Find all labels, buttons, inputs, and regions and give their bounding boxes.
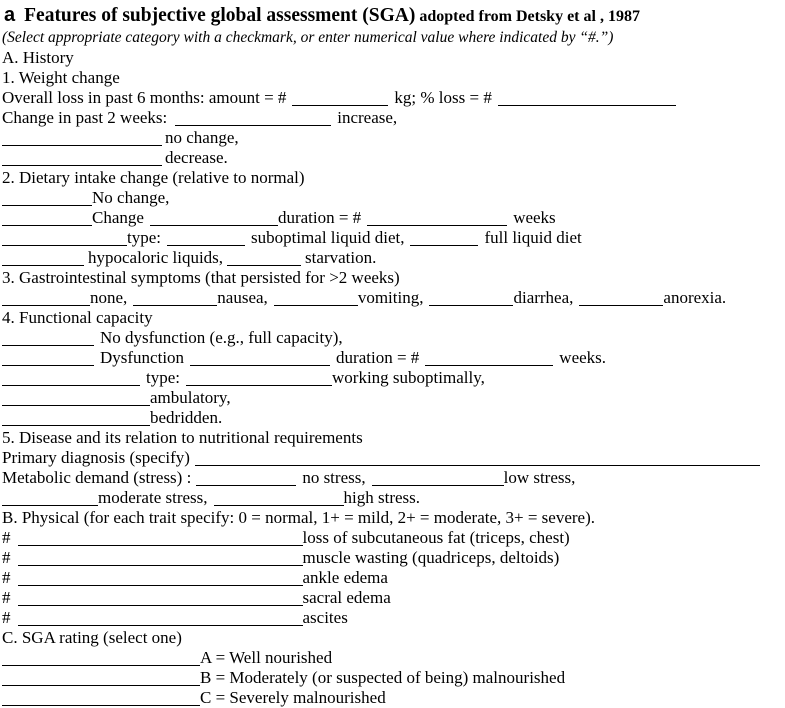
stress-none-blank[interactable] <box>196 471 296 486</box>
weight-decrease-label: decrease. <box>165 148 228 167</box>
stress-high-blank[interactable] <box>214 491 344 506</box>
figure-label: a <box>4 4 16 26</box>
stress-none-label: no stress, <box>302 468 366 487</box>
disease-heading: 5. Disease and its relation to nutritional requirements <box>2 428 363 447</box>
dietary-no-change-label: No change, <box>92 188 170 207</box>
physical-fat-label: loss of subcutaneous fat (triceps, chest) <box>302 528 570 547</box>
dietary-type-indent-blank[interactable] <box>2 231 127 246</box>
sga-rating-c-label: C = Severely malnourished <box>200 688 386 707</box>
physical-sacral-row <box>2 588 785 608</box>
dietary-hypocaloric-label: hypocaloric liquids, <box>88 248 224 267</box>
physical-ankle-row <box>2 568 785 588</box>
weight-overall-label-b: kg; % loss = # <box>394 88 492 107</box>
func-working-suboptimally-label: working suboptimally, <box>332 368 485 387</box>
physical-ascites-blank[interactable] <box>18 611 303 626</box>
dietary-type-row <box>2 228 785 248</box>
gi-nausea-blank[interactable] <box>133 291 217 306</box>
func-no-dysfunction-blank[interactable] <box>2 331 94 346</box>
physical-muscle-label: muscle wasting (quadriceps, deltoids) <box>302 548 560 567</box>
func-ambulatory-label: ambulatory, <box>150 388 231 407</box>
dietary-change-blank[interactable] <box>2 211 92 226</box>
hash-marker: # <box>2 568 11 587</box>
dietary-suboptimal-blank[interactable] <box>167 231 245 246</box>
dietary-starvation-label: starvation. <box>305 248 377 267</box>
func-duration-blank[interactable] <box>425 351 553 366</box>
gi-heading: 3. Gastrointestinal symptoms (that persisted for >2 weeks) <box>2 268 400 287</box>
dietary-change-detail-blank[interactable] <box>150 211 278 226</box>
func-weeks-label: weeks. <box>559 348 607 367</box>
form-body <box>0 48 785 708</box>
physical-sacral-label: sacral edema <box>302 588 391 607</box>
gi-anorexia-blank[interactable] <box>579 291 663 306</box>
dietary-hypocaloric-blank[interactable] <box>2 251 84 266</box>
weight-change-heading: 1. Weight change <box>2 68 120 87</box>
weight-amount-blank[interactable] <box>292 91 388 106</box>
gi-vomiting-label: vomiting, <box>357 288 424 307</box>
stress-low-label: low stress, <box>503 468 576 487</box>
hash-marker: # <box>2 528 11 547</box>
dietary-duration-label: duration = # <box>277 208 362 227</box>
dietary-change-row <box>2 208 785 228</box>
functional-capacity-heading: 4. Functional capacity <box>2 308 153 327</box>
weight-2wk-row <box>2 108 785 128</box>
stress-moderate-blank[interactable] <box>2 491 98 506</box>
sga-rating-b-blank[interactable] <box>2 671 200 686</box>
history-heading: A. History <box>2 48 74 67</box>
func-dysfunction-row <box>2 348 785 368</box>
hash-marker: # <box>2 548 11 567</box>
gi-vomiting-blank[interactable] <box>274 291 358 306</box>
weight-no-change-row <box>2 128 785 148</box>
figure-title-row <box>0 0 785 28</box>
func-bedridden-blank[interactable] <box>2 411 150 426</box>
dietary-full-liquid-blank[interactable] <box>410 231 478 246</box>
hash-marker: # <box>2 608 11 627</box>
sga-rating-heading: C. SGA rating (select one) <box>2 628 182 647</box>
func-dysfunction-detail-blank[interactable] <box>190 351 330 366</box>
sga-rating-a-blank[interactable] <box>2 651 200 666</box>
sga-rating-b-label: B = Moderately (or suspected of being) malnourished <box>200 668 566 687</box>
title-attribution: adopted from Detsky et al , 1987 <box>419 8 640 25</box>
primary-diagnosis-blank[interactable] <box>195 451 760 466</box>
primary-diagnosis-row <box>2 448 785 468</box>
weight-overall-loss-row <box>2 88 785 108</box>
dietary-change-label: Change <box>92 208 144 227</box>
gi-symptoms-row <box>2 288 785 308</box>
func-ambulatory-blank[interactable] <box>2 391 150 406</box>
sga-rating-c-row <box>2 688 785 708</box>
gi-nausea-label: nausea, <box>217 288 268 307</box>
metabolic-demand-row <box>2 468 785 488</box>
dietary-starvation-blank[interactable] <box>227 251 301 266</box>
gi-diarrhea-blank[interactable] <box>429 291 513 306</box>
weight-overall-label-a: Overall loss in past 6 months: amount = # <box>2 88 287 107</box>
weight-no-change-label: no change, <box>165 128 239 147</box>
func-working-suboptimally-blank[interactable] <box>186 371 332 386</box>
weight-2wk-label: Change in past 2 weeks: <box>2 108 168 127</box>
physical-muscle-row <box>2 548 785 568</box>
physical-ankle-label: ankle edema <box>302 568 388 587</box>
func-ambulatory-row <box>2 388 785 408</box>
dietary-full-liquid-label: full liquid diet <box>484 228 582 247</box>
dietary-suboptimal-label: suboptimal liquid diet, <box>251 228 405 247</box>
func-type-indent-blank[interactable] <box>2 371 140 386</box>
physical-sacral-blank[interactable] <box>18 591 303 606</box>
weight-increase-blank[interactable] <box>175 111 331 126</box>
physical-fat-blank[interactable] <box>18 531 303 546</box>
func-bedridden-row <box>2 408 785 428</box>
gi-diarrhea-label: diarrhea, <box>513 288 574 307</box>
page-title: Features of subjective global assessment (SGA) <box>24 5 416 26</box>
sga-rating-b-row <box>2 668 785 688</box>
hash-marker: # <box>2 588 11 607</box>
func-dysfunction-blank[interactable] <box>2 351 94 366</box>
gi-none-label: none, <box>90 288 128 307</box>
physical-ascites-row <box>2 608 785 628</box>
func-no-dysfunction-row <box>2 328 785 348</box>
primary-diagnosis-label: Primary diagnosis (specify) <box>2 448 190 467</box>
dietary-no-change-blank[interactable] <box>2 191 92 206</box>
func-duration-label: duration = # <box>336 348 420 367</box>
metabolic-demand-row-2 <box>2 488 785 508</box>
dietary-hypocaloric-row <box>2 248 785 268</box>
dietary-duration-blank[interactable] <box>367 211 507 226</box>
weight-no-change-blank[interactable] <box>2 131 162 146</box>
gi-anorexia-label: anorexia. <box>663 288 727 307</box>
gi-none-blank[interactable] <box>2 291 90 306</box>
dietary-weeks-label: weeks <box>513 208 556 227</box>
weight-decrease-blank[interactable] <box>2 151 162 166</box>
func-no-dysfunction-label: No dysfunction (e.g., full capacity), <box>100 328 343 347</box>
sga-rating-a-label: A = Well nourished <box>200 648 333 667</box>
physical-muscle-blank[interactable] <box>18 551 303 566</box>
weight-decrease-row <box>2 148 785 168</box>
func-type-row <box>2 368 785 388</box>
func-dysfunction-label: Dysfunction <box>100 348 185 367</box>
physical-heading: B. Physical (for each trait specify: 0 = normal, 1+ = mild, 2+ = moderate, 3+ = severe). <box>2 508 596 527</box>
metabolic-demand-label: Metabolic demand (stress) : <box>2 468 192 487</box>
sga-rating-a-row <box>2 648 785 668</box>
physical-ascites-label: ascites <box>302 608 348 627</box>
dietary-type-label: type: <box>127 228 161 247</box>
func-bedridden-label: bedridden. <box>150 408 223 427</box>
sga-rating-c-blank[interactable] <box>2 691 200 706</box>
dietary-no-change-row <box>2 188 785 208</box>
weight-increase-label: increase, <box>337 108 398 127</box>
stress-high-label: high stress. <box>343 488 421 507</box>
physical-fat-row <box>2 528 785 548</box>
stress-low-blank[interactable] <box>372 471 504 486</box>
stress-moderate-label: moderate stress, <box>98 488 208 507</box>
dietary-heading: 2. Dietary intake change (relative to normal) <box>2 168 305 187</box>
instruction-text: (Select appropriate category with a checkmark, or enter numerical value where indicated by “#.”) <box>2 29 614 46</box>
physical-ankle-blank[interactable] <box>18 571 303 586</box>
func-type-label: type: <box>146 368 180 387</box>
weight-percent-loss-blank[interactable] <box>498 91 676 106</box>
